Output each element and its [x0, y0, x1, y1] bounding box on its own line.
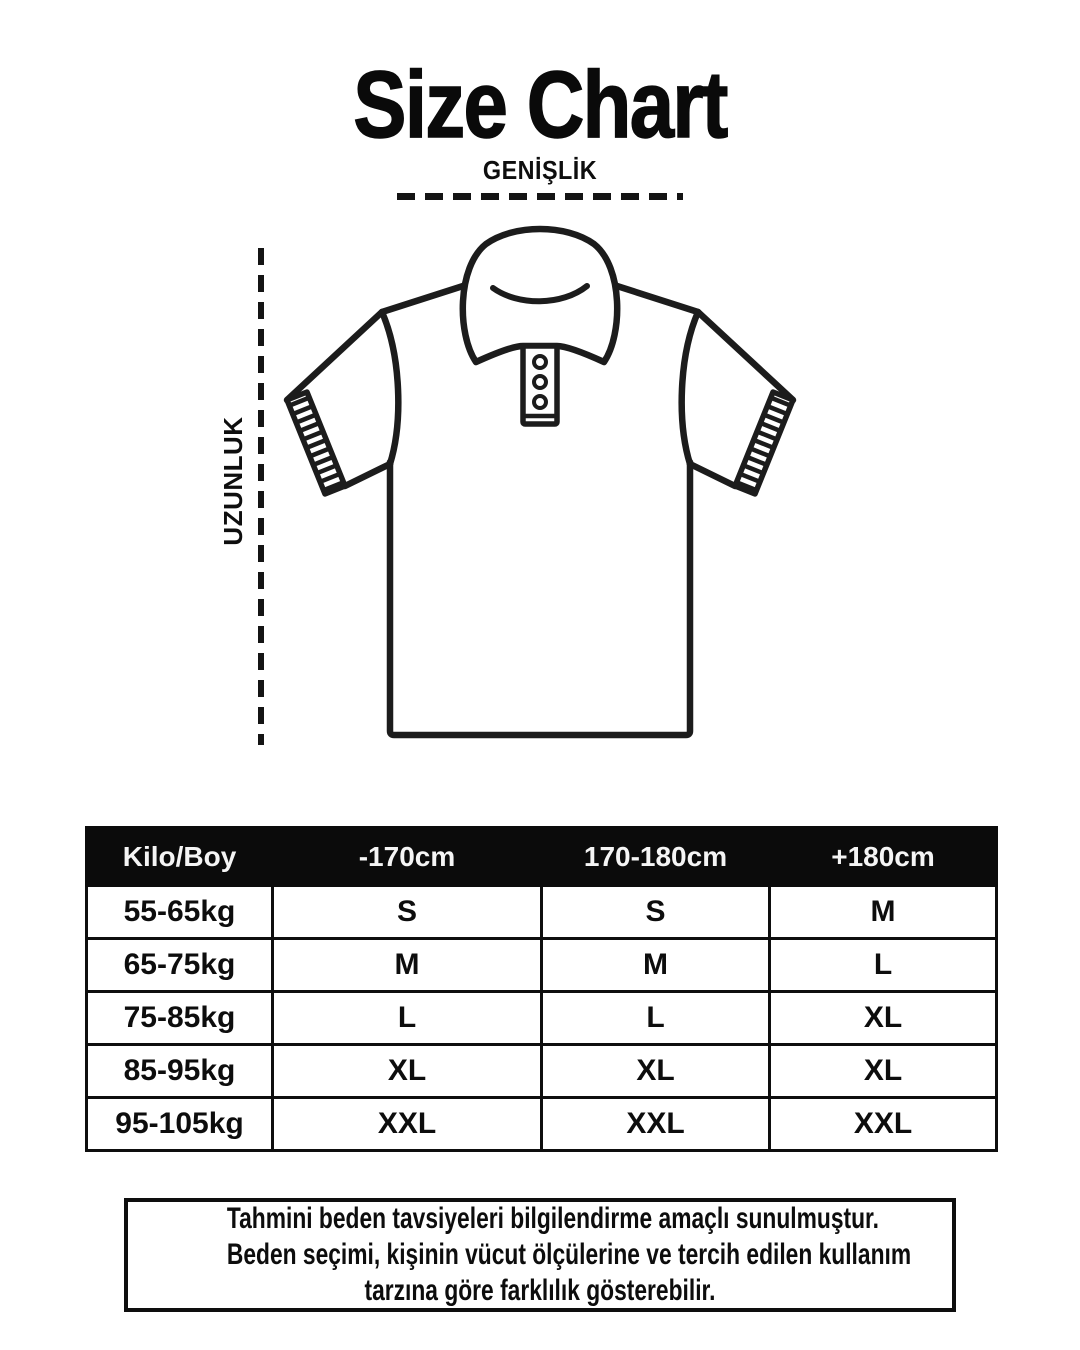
- disclaimer-box: [124, 1198, 956, 1312]
- table-row: [87, 886, 997, 939]
- header-170-180cm: 170-180cm: [542, 828, 770, 886]
- length-dashed-line: [258, 248, 264, 745]
- disclaimer-line: Beden seçimi, kişinin vücut ölçülerine ve tercih edilen kullanım: [226, 1238, 912, 1271]
- header-kilo-boy: Kilo/Boy: [87, 828, 273, 886]
- size-cell: M: [273, 939, 542, 992]
- size-table-header-row: [87, 828, 997, 886]
- size-cell: L: [273, 992, 542, 1045]
- size-cell: XL: [273, 1045, 542, 1098]
- header-over-180cm: +180cm: [770, 828, 997, 886]
- polo-shirt-diagram-icon: [260, 200, 820, 760]
- size-cell: XXL: [542, 1098, 770, 1151]
- width-label: GENİŞLİK: [482, 155, 598, 185]
- size-cell: M: [542, 939, 770, 992]
- length-label: UZUNLUK: [218, 416, 248, 546]
- size-cell: S: [542, 886, 770, 939]
- width-dashed-line: [397, 193, 683, 200]
- size-cell: L: [770, 939, 997, 992]
- size-cell: S: [273, 886, 542, 939]
- weight-cell: 75-85kg: [87, 992, 273, 1045]
- size-cell: XXL: [770, 1098, 997, 1151]
- table-row: [87, 939, 997, 992]
- size-table: [85, 826, 998, 1152]
- table-row: [87, 992, 997, 1045]
- disclaimer-line: tarzına göre farklılık gösterebilir.: [364, 1274, 716, 1307]
- page-title: Size Chart: [353, 52, 727, 158]
- size-cell: XXL: [273, 1098, 542, 1151]
- size-cell: XL: [770, 992, 997, 1045]
- disclaimer-line: Tahmini beden tavsiyeleri bilgilendirme amaçlı sunulmuştur.: [226, 1202, 879, 1235]
- weight-cell: 95-105kg: [87, 1098, 273, 1151]
- weight-cell: 65-75kg: [87, 939, 273, 992]
- table-row: [87, 1098, 997, 1151]
- size-cell: XL: [770, 1045, 997, 1098]
- weight-cell: 85-95kg: [87, 1045, 273, 1098]
- size-cell: XL: [542, 1045, 770, 1098]
- weight-cell: 55-65kg: [87, 886, 273, 939]
- table-row: [87, 1045, 997, 1098]
- header-under-170cm: -170cm: [273, 828, 542, 886]
- size-cell: L: [542, 992, 770, 1045]
- size-cell: M: [770, 886, 997, 939]
